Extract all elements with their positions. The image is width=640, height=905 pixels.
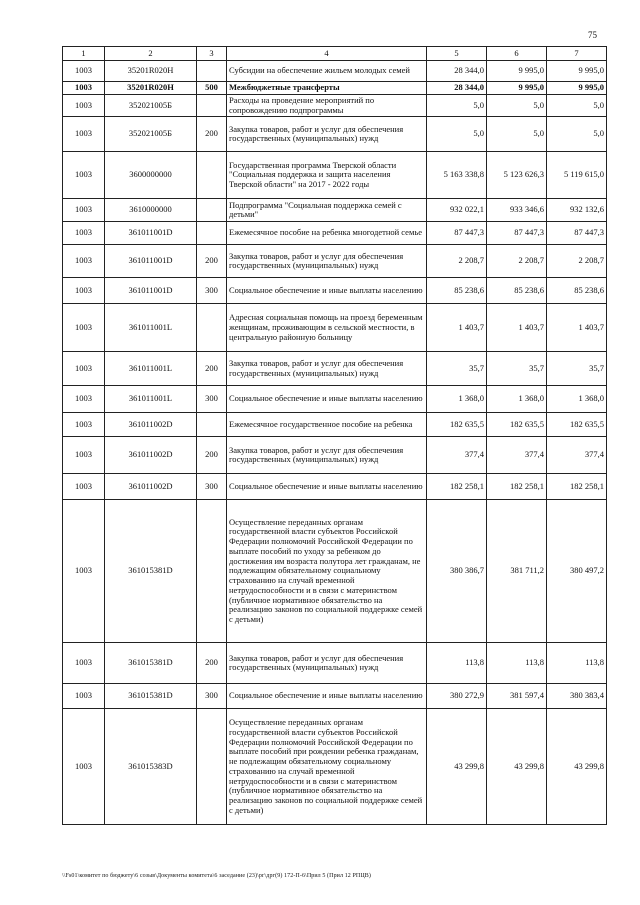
amount-cell: 35,7 [547, 352, 607, 386]
amount-cell: 5,0 [427, 94, 487, 117]
amount-cell: 381 711,2 [487, 500, 547, 643]
column-header: 5 [427, 47, 487, 61]
expense-type-cell: 200 [197, 352, 227, 386]
expense-type-cell [197, 500, 227, 643]
target-article-cell: 361011002D [105, 413, 197, 437]
amount-cell: 1 403,7 [427, 304, 487, 352]
amount-cell: 1 403,7 [547, 304, 607, 352]
amount-cell: 5,0 [427, 117, 487, 152]
amount-cell: 2 208,7 [547, 245, 607, 278]
amount-cell: 85 238,6 [427, 278, 487, 304]
amount-cell: 5,0 [547, 117, 607, 152]
amount-cell: 380 386,7 [427, 500, 487, 643]
amount-cell: 28 344,0 [427, 82, 487, 95]
amount-cell: 2 208,7 [427, 245, 487, 278]
amount-cell: 43 299,8 [547, 709, 607, 825]
section-cell: 1003 [63, 386, 105, 413]
amount-cell: 381 597,4 [487, 684, 547, 709]
target-article-cell: 361015381D [105, 643, 197, 684]
amount-cell: 932 132,6 [547, 199, 607, 222]
table-row [63, 500, 607, 643]
amount-cell: 35,7 [427, 352, 487, 386]
expense-type-cell: 300 [197, 474, 227, 500]
amount-cell: 113,8 [547, 643, 607, 684]
section-cell: 1003 [63, 474, 105, 500]
description-cell: Осуществление переданных органам государственной власти субъектов Российской Федерации полномочий Российской Федерации по выплате пособий по уходу за ребенком до достижения им возраста полутора лет гражданам, не подлежащим обязательному социальному страхованию на случай временной нетрудоспособности и в связи с материнством (публичное нормативное обязательство на реализацию законов по социальной поддержке семей с детьми) [227, 500, 427, 643]
amount-cell: 87 447,3 [547, 222, 607, 245]
amount-cell: 43 299,8 [487, 709, 547, 825]
amount-cell: 5 163 338,8 [427, 152, 487, 199]
description-cell: Социальное обеспечение и иные выплаты населению [227, 386, 427, 413]
target-article-cell: 361015383D [105, 709, 197, 825]
expense-type-cell [197, 413, 227, 437]
amount-cell: 5 123 626,3 [487, 152, 547, 199]
amount-cell: 9 995,0 [487, 82, 547, 95]
amount-cell: 182 258,1 [427, 474, 487, 500]
section-cell: 1003 [63, 643, 105, 684]
description-cell: Закупка товаров, работ и услуг для обеспечения государственных (муниципальных) нужд [227, 117, 427, 152]
expense-type-cell: 300 [197, 278, 227, 304]
table-row [63, 437, 607, 474]
amount-cell: 380 383,4 [547, 684, 607, 709]
section-cell: 1003 [63, 709, 105, 825]
amount-cell: 933 346,6 [487, 199, 547, 222]
expense-type-cell [197, 152, 227, 199]
target-article-cell: 361011002D [105, 474, 197, 500]
expense-type-cell: 200 [197, 643, 227, 684]
column-header: 6 [487, 47, 547, 61]
amount-cell: 932 022,1 [427, 199, 487, 222]
amount-cell: 85 238,6 [487, 278, 547, 304]
expense-type-cell: 300 [197, 386, 227, 413]
description-cell: Ежемесячное пособие на ребенка многодетной семье [227, 222, 427, 245]
section-cell: 1003 [63, 684, 105, 709]
page-number: 75 [588, 30, 597, 40]
amount-cell: 1 368,0 [487, 386, 547, 413]
amount-cell: 87 447,3 [487, 222, 547, 245]
column-header: 2 [105, 47, 197, 61]
expense-type-cell [197, 61, 227, 82]
description-cell: Закупка товаров, работ и услуг для обеспечения государственных (муниципальных) нужд [227, 643, 427, 684]
description-cell: Ежемесячное государственное пособие на ребенка [227, 413, 427, 437]
amount-cell: 182 635,5 [487, 413, 547, 437]
expense-type-cell: 200 [197, 245, 227, 278]
amount-cell: 377,4 [487, 437, 547, 474]
target-article-cell: 3600000000 [105, 152, 197, 199]
target-article-cell: 35201R020H [105, 61, 197, 82]
expense-type-cell [197, 199, 227, 222]
column-header: 3 [197, 47, 227, 61]
target-article-cell: 361011001D [105, 278, 197, 304]
description-cell: Социальное обеспечение и иные выплаты населению [227, 278, 427, 304]
amount-cell: 1 403,7 [487, 304, 547, 352]
amount-cell: 28 344,0 [427, 61, 487, 82]
column-header: 1 [63, 47, 105, 61]
target-article-cell: 361015381D [105, 500, 197, 643]
amount-cell: 113,8 [487, 643, 547, 684]
target-article-cell: 3610000000 [105, 199, 197, 222]
section-cell: 1003 [63, 82, 105, 95]
expense-type-cell: 200 [197, 117, 227, 152]
section-cell: 1003 [63, 245, 105, 278]
section-cell: 1003 [63, 152, 105, 199]
amount-cell: 182 258,1 [487, 474, 547, 500]
table-row [63, 304, 607, 352]
amount-cell: 5 119 615,0 [547, 152, 607, 199]
table-row [63, 222, 607, 245]
amount-cell: 380 272,9 [427, 684, 487, 709]
target-article-cell: 352021005Б [105, 117, 197, 152]
expense-type-cell [197, 222, 227, 245]
amount-cell: 87 447,3 [427, 222, 487, 245]
target-article-cell: 361011001D [105, 222, 197, 245]
amount-cell: 182 635,5 [427, 413, 487, 437]
table-row [63, 61, 607, 82]
column-header: 4 [227, 47, 427, 61]
amount-cell: 377,4 [427, 437, 487, 474]
amount-cell: 9 995,0 [547, 61, 607, 82]
amount-cell: 377,4 [547, 437, 607, 474]
amount-cell: 5,0 [487, 94, 547, 117]
section-cell: 1003 [63, 222, 105, 245]
expense-type-cell: 200 [197, 437, 227, 474]
amount-cell: 182 635,5 [547, 413, 607, 437]
target-article-cell: 361015381D [105, 684, 197, 709]
description-cell: Межбюджетные трансферты [227, 82, 427, 95]
description-cell: Подпрограмма "Социальная поддержка семей с детьми" [227, 199, 427, 222]
target-article-cell: 361011001L [105, 386, 197, 413]
section-cell: 1003 [63, 304, 105, 352]
table-row [63, 352, 607, 386]
description-cell: Закупка товаров, работ и услуг для обеспечения государственных (муниципальных) нужд [227, 245, 427, 278]
target-article-cell: 361011001L [105, 352, 197, 386]
table-row [63, 152, 607, 199]
target-article-cell: 361011002D [105, 437, 197, 474]
budget-table [62, 46, 607, 825]
expense-type-cell: 300 [197, 684, 227, 709]
amount-cell: 380 497,2 [547, 500, 607, 643]
table-row [63, 199, 607, 222]
amount-cell: 182 258,1 [547, 474, 607, 500]
target-article-cell: 361011001L [105, 304, 197, 352]
expense-type-cell [197, 709, 227, 825]
table-row [63, 474, 607, 500]
table-row [63, 643, 607, 684]
table-row [63, 709, 607, 825]
table-row [63, 413, 607, 437]
amount-cell: 1 368,0 [547, 386, 607, 413]
section-cell: 1003 [63, 278, 105, 304]
amount-cell: 9 995,0 [487, 61, 547, 82]
description-cell: Государственная программа Тверской области "Социальная поддержка и защита населения Тверской области" на 2017 - 2022 годы [227, 152, 427, 199]
amount-cell: 35,7 [487, 352, 547, 386]
table-header-row [63, 47, 607, 61]
file-path-footer: \\Fs01\комитет по бюджету\6 созыв\Документы комитета\6 заседание (23)\рг\дрг(9) 172-П-6\Прил 5 (Прил 12 РПЦВ) [62, 873, 371, 879]
section-cell: 1003 [63, 437, 105, 474]
target-article-cell: 35201R020H [105, 82, 197, 95]
amount-cell: 1 368,0 [427, 386, 487, 413]
section-cell: 1003 [63, 94, 105, 117]
table-row [63, 278, 607, 304]
target-article-cell: 361011001D [105, 245, 197, 278]
table-row [63, 117, 607, 152]
table-row [63, 386, 607, 413]
description-cell: Адресная социальная помощь на проезд беременным женщинам, проживающим в сельской местности, в центральную районную больницу [227, 304, 427, 352]
section-cell: 1003 [63, 117, 105, 152]
table-row [63, 245, 607, 278]
column-header: 7 [547, 47, 607, 61]
section-cell: 1003 [63, 61, 105, 82]
amount-cell: 5,0 [547, 94, 607, 117]
section-cell: 1003 [63, 413, 105, 437]
expense-type-cell [197, 94, 227, 117]
description-cell: Закупка товаров, работ и услуг для обеспечения государственных (муниципальных) нужд [227, 437, 427, 474]
description-cell: Социальное обеспечение и иные выплаты населению [227, 684, 427, 709]
description-cell: Осуществление переданных органам государственной власти субъектов Российской Федерации полномочий Российской Федерации по выплате пособий при рождении ребенка гражданам, не подлежащим обязательному социальному страхованию на случай временной нетрудоспособности и в связи с материнством (публичное нормативное обязательство на реализацию законов по социальной поддержке семей с детьми) [227, 709, 427, 825]
table-row [63, 684, 607, 709]
description-cell: Закупка товаров, работ и услуг для обеспечения государственных (муниципальных) нужд [227, 352, 427, 386]
description-cell: Расходы на проведение мероприятий по сопровождению подпрограммы [227, 94, 427, 117]
amount-cell: 9 995,0 [547, 82, 607, 95]
table-row [63, 94, 607, 117]
table-row [63, 82, 607, 95]
amount-cell: 2 208,7 [487, 245, 547, 278]
amount-cell: 43 299,8 [427, 709, 487, 825]
expense-type-cell: 500 [197, 82, 227, 95]
section-cell: 1003 [63, 500, 105, 643]
section-cell: 1003 [63, 352, 105, 386]
description-cell: Субсидии на обеспечение жильем молодых семей [227, 61, 427, 82]
amount-cell: 85 238,6 [547, 278, 607, 304]
target-article-cell: 352021005Б [105, 94, 197, 117]
amount-cell: 113,8 [427, 643, 487, 684]
section-cell: 1003 [63, 199, 105, 222]
expense-type-cell [197, 304, 227, 352]
description-cell: Социальное обеспечение и иные выплаты населению [227, 474, 427, 500]
amount-cell: 5,0 [487, 117, 547, 152]
